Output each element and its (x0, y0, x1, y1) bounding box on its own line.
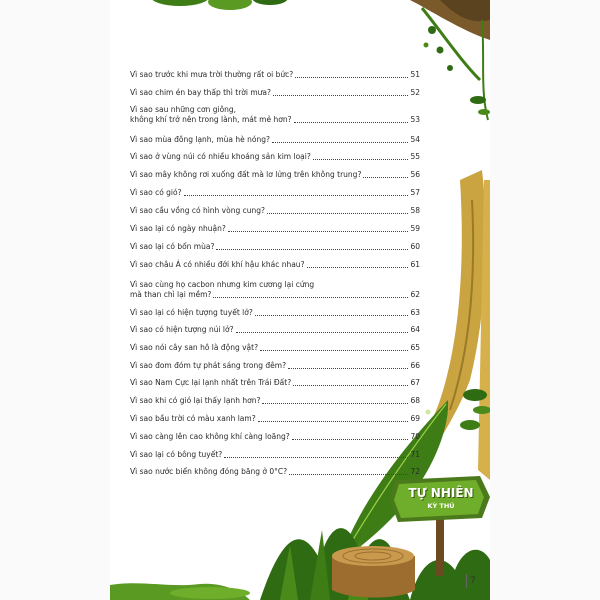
toc-page-number: 53 (410, 115, 420, 124)
toc-entry-title: Vì sao khi có gió lại thấy lạnh hơn? (130, 396, 261, 405)
toc-entry-title: Vì sao ở vùng núi có nhiều khoáng sản kim loại? (130, 152, 311, 161)
toc-leader-dots (262, 402, 408, 404)
toc-entry[interactable] (130, 361, 420, 371)
toc-entry-title: Vì sao nói cây san hô là động vật? (130, 343, 259, 352)
toc-page-number: 71 (410, 450, 420, 459)
toc-entry-row (130, 343, 420, 353)
toc-entry[interactable] (130, 188, 420, 198)
toc-entry[interactable] (130, 308, 420, 318)
toc-page-number: 51 (410, 70, 420, 79)
toc-entry[interactable] (130, 260, 420, 270)
series-badge (395, 478, 487, 518)
toc-entry-title: Vì sao Nam Cực lại lạnh nhất trên Trái Đất? (130, 378, 292, 387)
toc-entry-title: Vì sao nước biển không đóng băng ở 0°C? (130, 467, 288, 476)
toc-leader-dots (236, 331, 409, 333)
toc-leader-dots (258, 420, 409, 422)
toc-entry[interactable] (130, 396, 420, 406)
toc-entry-title: Vì sao cầu vồng có hình vòng cung? (130, 206, 265, 215)
toc-entry-title: Vì sao đom đóm tự phát sáng trong đêm? (130, 361, 287, 370)
toc-entry-row (130, 224, 420, 234)
toc-leader-dots (267, 212, 408, 214)
toc-entry-row (130, 170, 420, 180)
badge-title: TỰ NHIÊN (408, 486, 474, 500)
toc-leader-dots (224, 456, 408, 458)
toc-entry[interactable] (130, 170, 420, 180)
toc-entry-row (130, 432, 420, 442)
toc-leader-dots (292, 438, 409, 440)
toc-page-number: 56 (410, 170, 420, 179)
toc-page-number: 63 (410, 308, 420, 317)
toc-page-number: 70 (410, 432, 420, 441)
toc-entry-title: Vì sao mùa đông lạnh, mùa hè nóng? (130, 135, 270, 144)
toc-page-number: 61 (410, 260, 420, 269)
toc-entry[interactable] (130, 206, 420, 216)
toc-leader-dots (255, 314, 409, 316)
toc-entry[interactable] (130, 88, 420, 98)
toc-entry-title-line: Vì sao cùng họ cacbon nhưng kim cương lại cứng (130, 280, 315, 289)
toc-entry-row (130, 378, 420, 388)
toc-entry[interactable] (130, 135, 420, 145)
toc-entry-row (130, 396, 420, 406)
toc-entry-row (130, 260, 420, 270)
toc-entry-row (130, 70, 420, 80)
right-margin (490, 0, 600, 600)
toc-entry[interactable] (130, 224, 420, 234)
toc-entry[interactable] (130, 378, 420, 388)
ground-plants (110, 528, 490, 600)
tree-trunk (410, 0, 490, 80)
toc-entry-title: Vì sao lại có bông tuyết? (130, 450, 223, 459)
toc-leader-dots (307, 266, 409, 268)
book-page (110, 0, 490, 600)
toc-entry-title: không khí trở nên trong lành, mát mẻ hơn? (130, 115, 292, 124)
toc-entry-title: Vì sao càng lên cao không khí càng loãng? (130, 432, 290, 441)
toc-entry-row (130, 135, 420, 145)
toc-entry-title: Vì sao có hiện tượng núi lở? (130, 325, 234, 334)
toc-page-number: 59 (410, 224, 420, 233)
toc-entry[interactable] (130, 467, 420, 477)
toc-entry-title: Vì sao lại có hiện tượng tuyết lở? (130, 308, 253, 317)
toc-entry-row (130, 206, 420, 216)
toc-entry-row (130, 242, 420, 252)
toc-entry-title: Vì sao có gió? (130, 188, 182, 197)
toc-leader-dots (288, 367, 408, 369)
tree-stump (332, 546, 415, 598)
toc-page-number: 62 (410, 290, 420, 299)
toc-entry-row (130, 88, 420, 98)
toc-entry[interactable] (130, 432, 420, 442)
toc-leader-dots (313, 158, 409, 160)
toc-leader-dots (272, 141, 409, 143)
toc-page-number: 54 (410, 135, 420, 144)
toc-entry-title: Vì sao chim én bay thấp thì trời mưa? (130, 88, 271, 97)
toc-entry-title: Vì sao trước khi mưa trời thường rất oi bức? (130, 70, 294, 79)
page-number: 7 (470, 576, 476, 586)
toc-page-number: 69 (410, 414, 420, 423)
toc-entry-row (130, 290, 420, 300)
toc-page-number: 60 (410, 242, 420, 251)
toc-leader-dots (213, 296, 408, 298)
toc-page-number: 55 (410, 152, 420, 161)
toc-entry-title: Vì sao bầu trời có màu xanh lam? (130, 414, 256, 423)
toc-leader-dots (273, 94, 408, 96)
toc-entry[interactable] (130, 152, 420, 162)
toc-entry-row (130, 450, 420, 460)
toc-entry-title: Vì sao lại có ngày nhuận? (130, 224, 226, 233)
toc-entry-row (130, 308, 420, 318)
toc-entry-row (130, 152, 420, 162)
toc-leader-dots (294, 121, 409, 123)
toc-page-number: 68 (410, 396, 420, 405)
toc-entry-title: Vì sao lại có bốn mùa? (130, 242, 215, 251)
toc-entry-title-line: Vì sao sau những cơn giông, (130, 105, 237, 114)
toc-entry[interactable] (130, 414, 420, 424)
toc-entry[interactable] (130, 450, 420, 460)
toc-entry-row (130, 325, 420, 335)
toc-leader-dots (293, 384, 408, 386)
toc-entry-title: Vì sao châu Á có nhiều đới khí hậu khác nhau? (130, 260, 305, 269)
toc-entry[interactable] (130, 242, 420, 252)
toc-entry[interactable] (130, 70, 420, 80)
toc-leader-dots (184, 194, 409, 196)
toc-page-number: 66 (410, 361, 420, 370)
toc-entry-row (130, 414, 420, 424)
toc-leader-dots (363, 176, 408, 178)
toc-entry-row (130, 188, 420, 198)
toc-page-number: 72 (410, 467, 420, 476)
toc-page-number: 65 (410, 343, 420, 352)
toc-entry-row (130, 467, 420, 477)
toc-page-number: 58 (410, 206, 420, 215)
toc-page-number: 52 (410, 88, 420, 97)
toc-leader-dots (216, 248, 408, 250)
toc-page-number: 67 (410, 378, 420, 387)
toc-entry[interactable] (130, 105, 420, 125)
page-number-divider (466, 574, 467, 588)
toc-entry[interactable] (130, 343, 420, 353)
toc-entry-row (130, 115, 420, 125)
toc-page-number: 64 (410, 325, 420, 334)
toc-leader-dots (228, 230, 409, 232)
toc-leader-dots (289, 473, 408, 475)
toc-page-number: 57 (410, 188, 420, 197)
toc-entry[interactable] (130, 325, 420, 335)
toc-entry-title: mà than chì lại mềm? (130, 290, 212, 299)
toc-leader-dots (295, 76, 408, 78)
badge-subtitle: KỲ THÚ (427, 502, 455, 510)
toc-entry-row (130, 361, 420, 371)
top-leaves (150, 0, 288, 10)
toc-entry[interactable] (130, 280, 420, 300)
left-margin (0, 0, 110, 600)
toc-leader-dots (260, 349, 408, 351)
toc-entry-title: Vì sao mây không rơi xuống đất mà lơ lửng trên không trung? (130, 170, 362, 179)
